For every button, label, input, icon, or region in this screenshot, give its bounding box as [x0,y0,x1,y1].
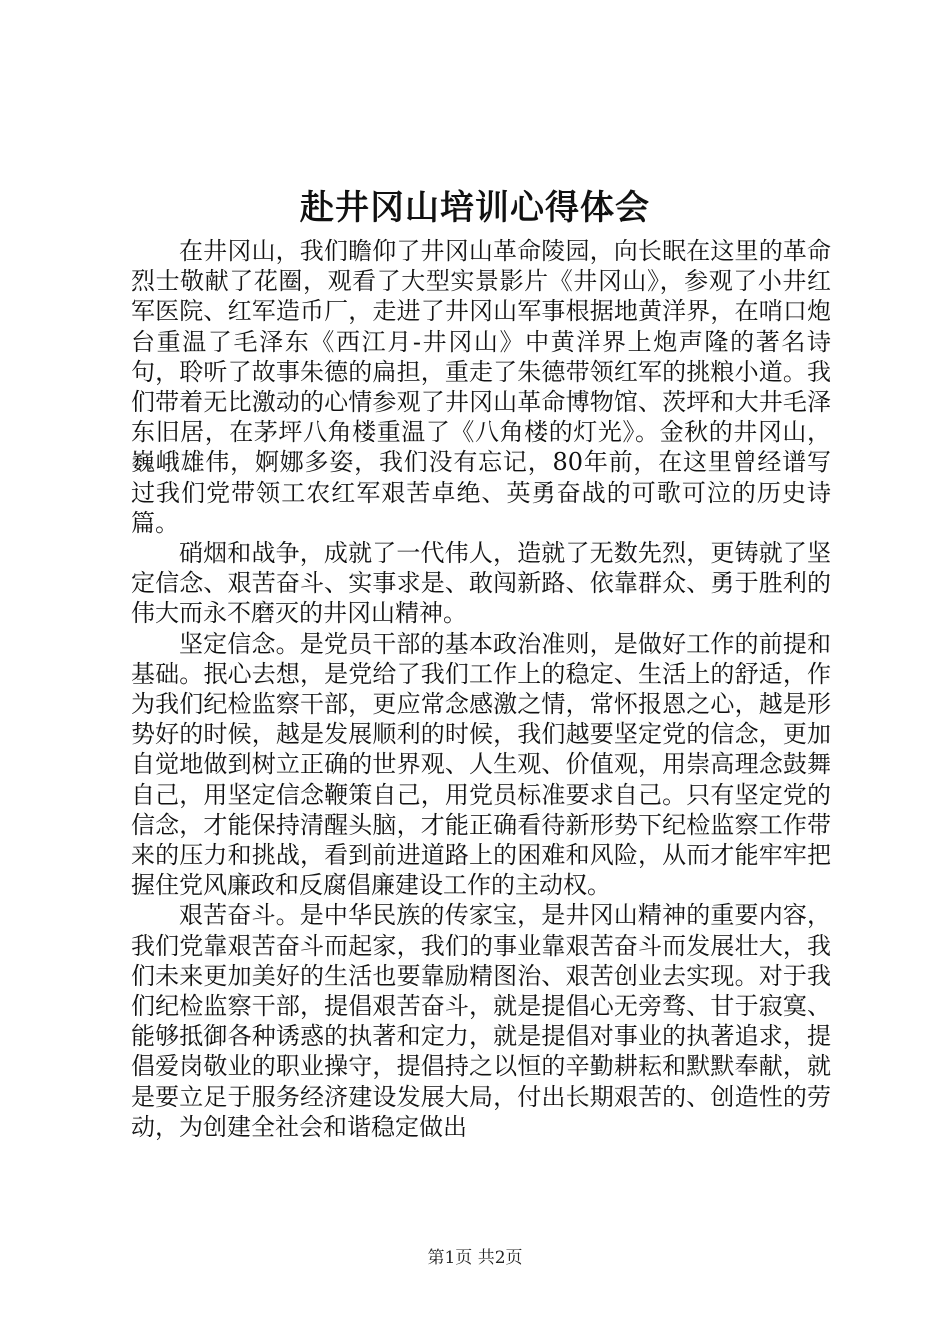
paragraph-2: 硝烟和战争，成就了一代伟人，造就了无数先烈，更铸就了坚定信念、艰苦奋斗、实事求是、敢闯新路、依靠群众、勇于胜利的伟大而永不磨灭的井冈山精神。 [131,539,831,628]
document-title: 赴井冈山培训心得体会 [300,188,650,228]
page-footer: 第1页 共2页 [427,1248,523,1268]
paragraph-3: 坚定信念。是党员干部的基本政治准则，是做好工作的前提和基础。抿心去想，是党给了我们工作上的稳定、生活上的舒适，作为我们纪检监察干部，更应常念感激之情，常怀报恩之心，越是形势好的时候，越是发展顺利的时候，我们越要坚定党的信念，更加自觉地做到树立正确的世界观、人生观、价值观，用崇高理念鼓舞自己，用坚定信念鞭策自己，用党员标准要求自己。只有坚定党的信念，才能保持清醒头脑，才能正确看待新形势下纪检监察工作带来的压力和挑战，看到前进道路上的困难和风险，从而才能牢牢把握住党风廉政和反腐倡廉建设工作的主动权。 [131,629,831,900]
paragraph-4: 艰苦奋斗。是中华民族的传家宝，是井冈山精神的重要内容，我们党靠艰苦奋斗而起家，我们的事业靠艰苦奋斗而发展壮大，我们未来更加美好的生活也要靠励精图治、艰苦创业去实现。对于我们纪检监察干部，提倡艰苦奋斗，就是提倡心无旁骛、甘于寂寞、能够抵御各种诱惑的执著和定力，就是提倡对事业的执著追求，提倡爱岗敬业的职业操守，提倡持之以恒的辛勤耕耘和默默奉献，就是要立足于服务经济建设发展大局，付出长期艰苦的、创造性的劳动，为创建全社会和谐稳定做出 [131,901,831,1141]
paragraph-1: 在井冈山，我们瞻仰了井冈山革命陵园，向长眠在这里的革命烈士敬献了花圈，观看了大型实景影片《井冈山》，参观了小井红军医院、红军造币厂，走进了井冈山军事根据地黄洋界，在哨口炮台重温了毛泽东《西江月-井冈山》中黄洋界上炮声隆的著名诗句，聆听了故事朱德的扁担，重走了朱德带领红军的挑粮小道。我们带着无比激动的心情参观了井冈山革命博物馆、茨坪和大井毛泽东旧居，在茅坪八角楼重温了《八角楼的灯光》。金秋的井冈山，巍峨雄伟，婀娜多姿，我们没有忘记，80年前，在这里曾经谱写过我们党带领工农红军艰苦卓绝、英勇奋战的可歌可泣的历史诗篇。 [131,237,831,537]
document-body [131,236,831,1142]
